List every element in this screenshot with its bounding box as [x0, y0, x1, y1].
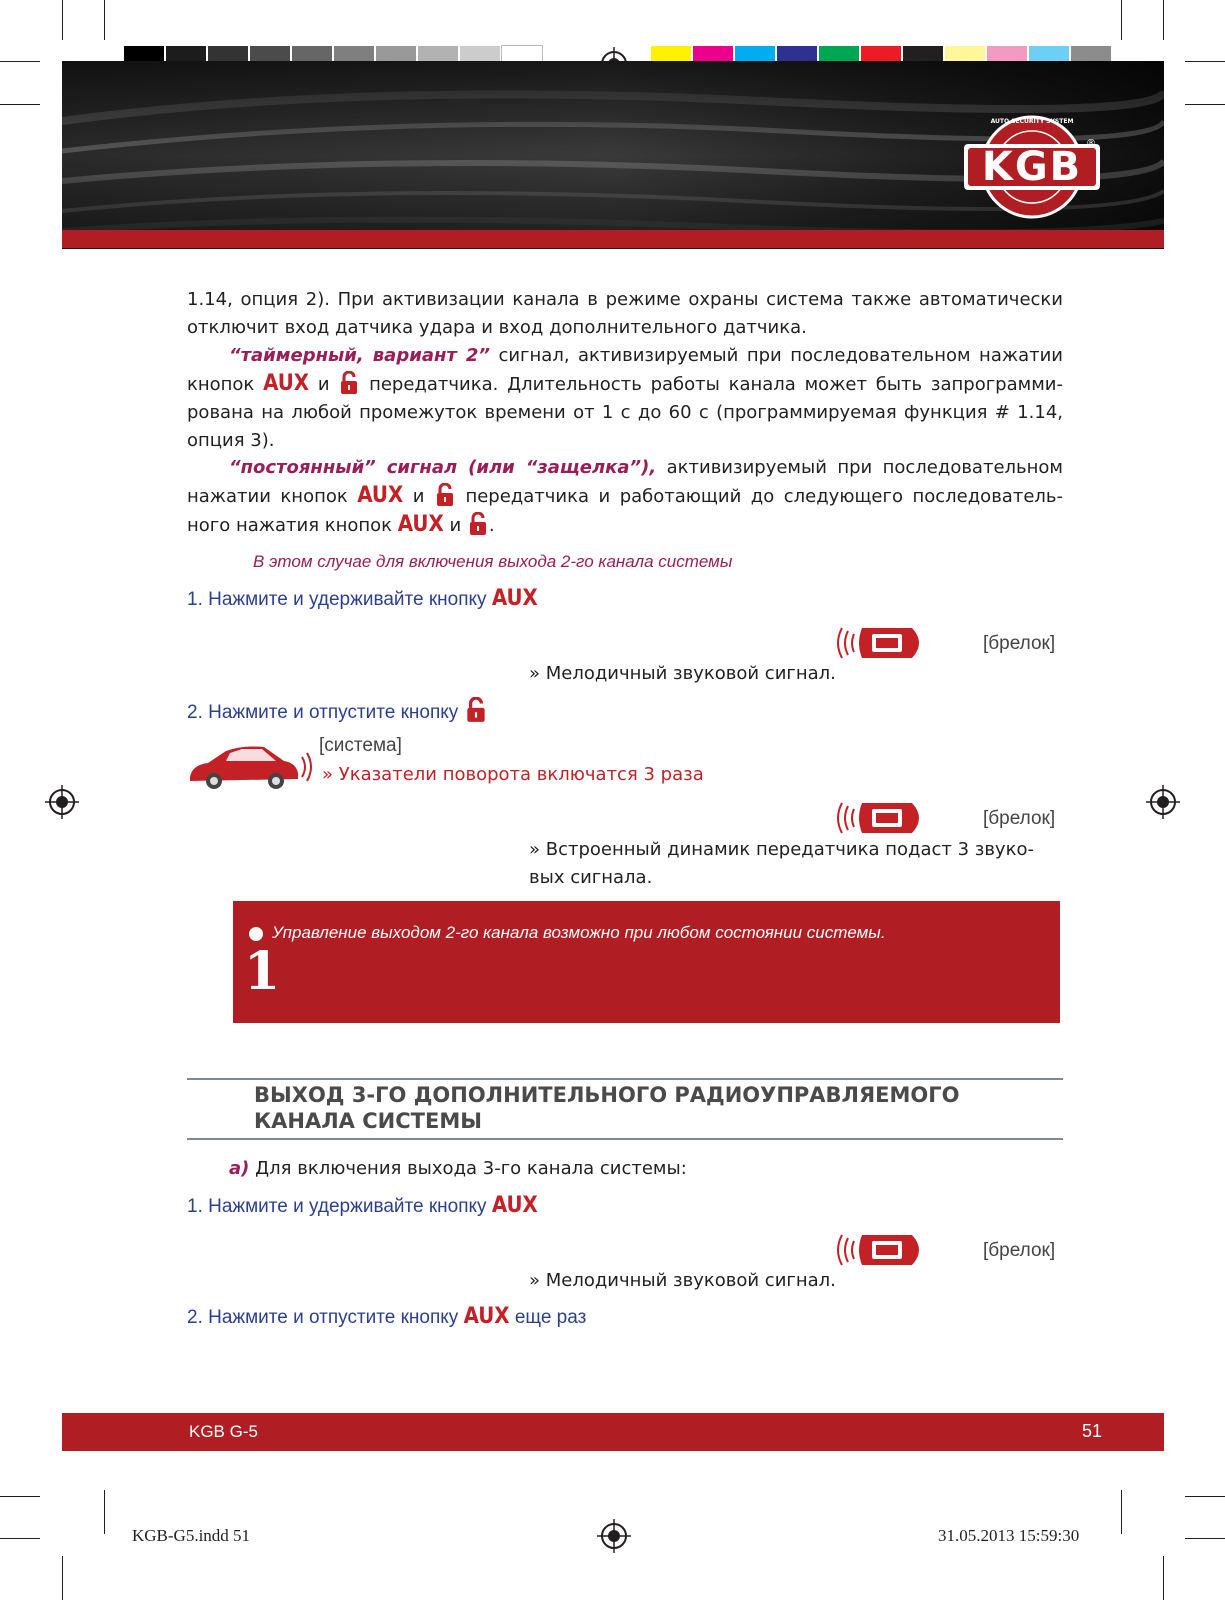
info-number: 1 [244, 941, 281, 1002]
sub-heading-text: Для включения выхода 3-го канала системы: [249, 1158, 687, 1179]
step-text: 1. Нажмите и удерживайте кнопку [187, 589, 492, 610]
crop-mark [1185, 104, 1225, 105]
latch-text-a: активизируемый при последовательном нажатии кнопок [187, 457, 1063, 507]
timer-variant-text-a: сигнал, активизируемый при последовательном нажатии кнопок [187, 345, 1063, 395]
conj-and: и [403, 486, 434, 507]
aux-button-label: AUX [263, 371, 310, 396]
footer-product: KGB G-5 [189, 1422, 258, 1441]
section-rule-top [187, 1078, 1063, 1080]
crop-mark [62, 1556, 63, 1600]
aux-button-label: AUX [357, 483, 404, 508]
header-red-strip [62, 230, 1164, 248]
system-tag: [система] [319, 735, 402, 756]
step-text: 2. Нажмите и отпустите кнопку [187, 1307, 464, 1328]
fob-result-beeps-line1: » Встроенный динамик передатчика подаст 3 звуко- [529, 839, 1034, 860]
crop-mark [1185, 1538, 1225, 1539]
logo-text: KGB [981, 144, 1083, 190]
aux-button-label: AUX [397, 512, 444, 537]
info-callout [233, 901, 1060, 1023]
sub-heading [229, 1158, 687, 1179]
key-fob-signal-icon [832, 1227, 928, 1273]
latch-text-b: передатчика и работающий до следующего последователь-ного нажатия кнопок [187, 486, 1063, 536]
step-press-release-aux-again [187, 1304, 586, 1329]
crop-mark [0, 1538, 40, 1539]
fob-result-melody: » Мелодичный звуковой сигнал. [529, 663, 836, 684]
crop-mark [0, 1496, 40, 1497]
paragraph-timer-variant [187, 342, 1063, 455]
registration-mark-icon [45, 785, 79, 819]
conj-and: и [309, 374, 339, 395]
logo-registered-mark: ® [1086, 138, 1096, 149]
crop-mark [1163, 1556, 1164, 1600]
key-fob-signal-icon [832, 620, 928, 666]
latch-term: “постоянный” сигнал (или “защелка”), [229, 457, 657, 478]
fob-tag: [брелок] [983, 808, 1056, 829]
footer-bar [62, 1413, 1164, 1451]
logo-ring-text: AUTO SECURITY SYSTEM [990, 118, 1074, 125]
crop-mark [104, 0, 105, 40]
conj-and: и [443, 515, 467, 536]
step-press-hold-aux [187, 1193, 538, 1218]
car-signal-icon [186, 737, 316, 793]
step-press-hold-aux [187, 586, 538, 611]
fob-result-beeps-line2: вых сигнала. [529, 867, 653, 888]
section-rule-bottom [187, 1138, 1063, 1140]
fob-tag: [брелок] [983, 633, 1056, 654]
timer-variant-text-b: передатчика. Длительность работы канала может быть запрограмми-рована на любой промежуток времени от 1 с до 60 с (программируемая функция # 1.14, опция 3). [187, 374, 1063, 451]
info-text: Управление выходом 2-го канала возможно при любом состоянии системы. [272, 923, 886, 942]
paragraph-continuation: 1.14, опция 2). При активизации канала в режиме охраны система также автоматически отключит вход датчика удара и вход дополнительного датчика. [187, 289, 1063, 338]
footer-page-number: 51 [1081, 1421, 1102, 1441]
step-text: 1. Нажмите и удерживайте кнопку [187, 1196, 492, 1217]
fob-result-melody: » Мелодичный звуковой сигнал. [529, 1270, 836, 1291]
crop-mark [0, 61, 40, 62]
unlock-icon [436, 483, 454, 507]
crop-mark [1121, 1490, 1122, 1534]
step-press-release-lock [187, 697, 488, 724]
crop-mark [1121, 0, 1122, 40]
unlock-icon [340, 371, 358, 395]
paragraph-latch [187, 454, 1063, 540]
aux-button-label: AUX [491, 1193, 538, 1218]
fob-tag: [брелок] [983, 1240, 1056, 1261]
sub-heading-label: а) [229, 1158, 250, 1179]
section-title-line1: ВЫХОД 3-ГО ДОПОЛНИТЕЛЬНОГО РАДИОУПРАВЛЯЕМОГО [254, 1083, 960, 1107]
crop-mark [1185, 61, 1225, 62]
step-text: 2. Нажмите и отпустите кнопку [187, 702, 464, 723]
crop-mark [104, 1490, 105, 1534]
crop-mark [62, 0, 63, 40]
procedure-intro: В этом случае для включения выхода 2-го канала системы [253, 552, 733, 571]
step-text-tail: еще раз [509, 1307, 587, 1328]
crop-mark [1185, 1496, 1225, 1497]
aux-button-label: AUX [463, 1304, 510, 1329]
registration-mark-icon [1146, 785, 1180, 819]
unlock-icon [466, 697, 486, 723]
crop-mark [0, 104, 40, 105]
aux-button-label: AUX [491, 586, 538, 611]
slug-datetime: 31.05.2013 15:59:30 [938, 1526, 1080, 1545]
latch-end: . [488, 515, 495, 536]
crop-mark [1163, 0, 1164, 40]
system-result-turn-signals: » Указатели поворота включатся 3 раза [322, 764, 704, 785]
timer-variant-term: “таймерный, вариант 2” [229, 345, 490, 366]
info-icon [244, 924, 281, 1004]
unlock-icon [469, 512, 487, 536]
kgb-logo [960, 112, 1104, 222]
slug-file-name: KGB-G5.indd 51 [132, 1526, 251, 1545]
section-title-line2: КАНАЛА СИСТЕМЫ [254, 1109, 482, 1133]
section-title [254, 1082, 960, 1134]
registration-mark-icon [597, 1519, 631, 1553]
